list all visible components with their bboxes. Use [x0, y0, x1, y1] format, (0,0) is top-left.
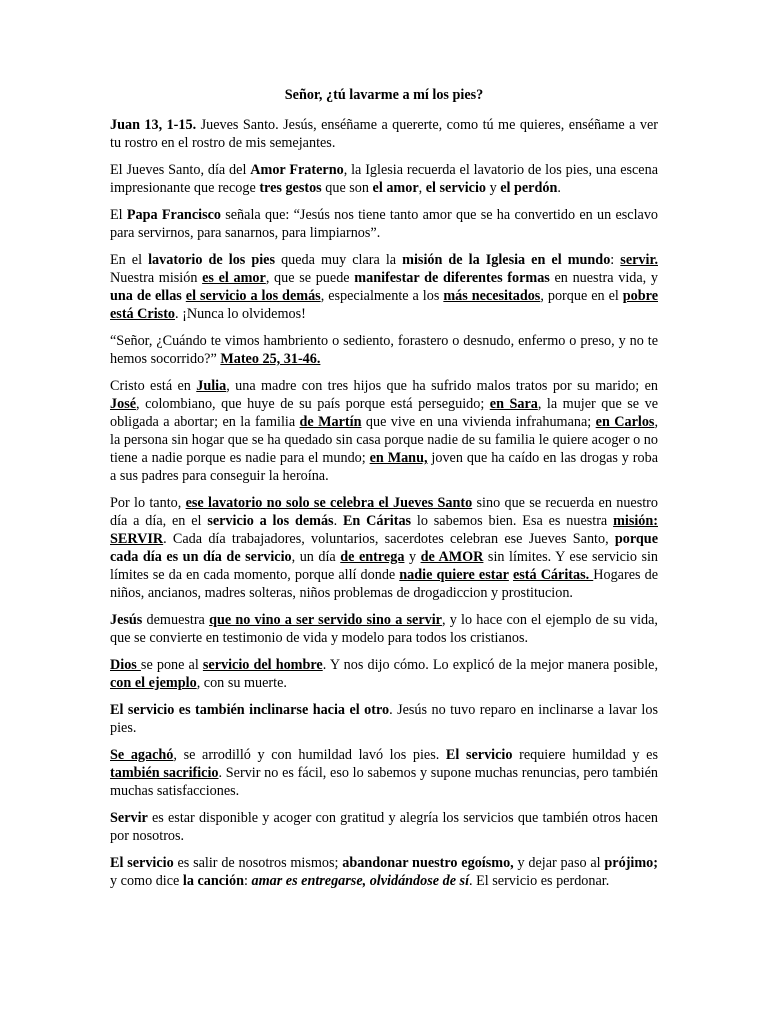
text-run: , [418, 180, 426, 196]
paragraph [110, 161, 658, 197]
text-run: y [404, 549, 421, 565]
emphasis-text: El servicio [445, 747, 513, 763]
emphasis-text: servicio a los demás [207, 513, 334, 529]
emphasis-text: manifestar de diferentes formas [354, 270, 550, 286]
emphasis-text: Se agachó [110, 747, 174, 763]
emphasis-text: Julia [196, 378, 227, 394]
paragraph [110, 656, 658, 692]
text-run: , colombiano, que huye de su país porque está perseguido; [136, 396, 490, 412]
emphasis-text: el amor [372, 180, 419, 196]
emphasis-text: de entrega [340, 549, 405, 565]
paragraph [110, 809, 658, 845]
paragraph [110, 377, 658, 485]
emphasis-text: de Martín [299, 414, 362, 430]
text-run: . Jesús no tuvo reparo en inclinarse a lavar los pies. [110, 702, 658, 736]
text-run: , la persona sin hogar que se ha quedado sin casa porque nadie de su familia le quiere acoger o no tiene a nadie porque es nadie para el mundo; [110, 414, 658, 466]
text-run: en nuestra vida, y [549, 270, 658, 286]
text-run: , se arrodilló y con humildad lavó los pies. [173, 747, 446, 763]
emphasis-text: servir. [620, 252, 658, 268]
text-run: , que se puede [265, 270, 355, 286]
emphasis-text: El servicio [110, 855, 174, 871]
text-run: lo sabemos bien. Esa es nuestra [411, 513, 614, 529]
text-run: . Servir no es fácil, eso lo sabemos y supone muchas renuncias, pero también muchas satisfacciones. [110, 765, 658, 799]
emphasis-text: servicio del hombre [202, 657, 323, 673]
emphasis-text: está Cáritas. [512, 567, 594, 583]
emphasis-text: amar es entregarse, olvidándose de sí [251, 873, 470, 889]
emphasis-text: en Carlos [595, 414, 655, 430]
text-run: se pone al [140, 657, 203, 673]
emphasis-text: nadie quiere estar [399, 567, 509, 583]
text-run: , especialmente a los [320, 288, 444, 304]
emphasis-text: Papa Francisco [126, 207, 221, 223]
text-run: , la Iglesia recuerda el lavatorio de los pies, una escena impresionante que recoge [110, 162, 658, 196]
emphasis-text: abandonar nuestro egoísmo, [342, 855, 514, 871]
text-run: . ¡Nunca lo olvidemos! [175, 306, 306, 322]
text-run: , con su muerte. [196, 675, 287, 691]
text-run: . [557, 180, 561, 196]
text-run: sin límites. Y ese servicio sin límites se da en cada momento, porque allí donde [110, 549, 659, 583]
paragraph [110, 701, 658, 737]
emphasis-text: porque cada día es un día de servicio [110, 531, 658, 565]
text-run: joven que ha caído en las drogas y roba a sus padres para conseguir la heroína. [110, 450, 658, 484]
emphasis-text: que no vino a ser servido sino a servir [209, 612, 442, 628]
text-run: , una madre con tres hijos que ha sufrido malos tratos por su marido; en [226, 378, 658, 394]
text-run: : [610, 252, 621, 268]
emphasis-text: con el ejemplo [110, 675, 197, 691]
emphasis-text: en Manu, [369, 450, 428, 466]
text-run: , porque en el [540, 288, 623, 304]
text-run: es estar disponible y acoger con gratitud y alegría los servicios que también otros hacen por nosotros. [110, 810, 658, 844]
emphasis-text: prójimo; [604, 855, 658, 871]
text-run: que son [321, 180, 373, 196]
text-run: Hogares de niños, ancianos, madres solteras, niños problemas de drogadiccion y prostitucion. [110, 567, 658, 601]
emphasis-text: también sacrificio [110, 765, 219, 781]
text-run: . El servicio es perdonar. [469, 873, 610, 889]
emphasis-text: José [110, 396, 137, 412]
text-run: Nuestra misión [110, 270, 203, 286]
text-run: que vive en una vivienda infrahumana; [361, 414, 596, 430]
text-run: sino que se recuerda en nuestro día a día, en el [110, 495, 658, 529]
emphasis-text: Dios [110, 657, 141, 673]
emphasis-text: Servir [110, 810, 148, 826]
text-run: : [243, 873, 252, 889]
emphasis-text: una de ellas [110, 288, 182, 304]
document-body [110, 86, 658, 899]
paragraph [110, 854, 658, 890]
text-run: Cristo está en [110, 378, 197, 394]
text-run: , la mujer que se ve obligada a abortar; en la familia [110, 396, 658, 430]
text-run: . Y nos dijo cómo. Lo explicó de la mejor manera posible, [322, 657, 658, 673]
emphasis-text: en Sara [489, 396, 538, 412]
paragraph [110, 116, 658, 152]
text-run: y como dice [110, 873, 183, 889]
emphasis-text: ese lavatorio no solo se celebra el Jueves Santo [185, 495, 473, 511]
document-title: Señor, ¿tú lavarme a mí los pies? [284, 87, 484, 103]
emphasis-text: misión de la Iglesia en el mundo [402, 252, 611, 268]
emphasis-text: Jesús [110, 612, 143, 628]
text-run: , y lo hace con el ejemplo de su vida, que se convierte en testimonio de vida y modelo para todos los cristianos. [110, 612, 658, 646]
text-run: “Señor, ¿Cuándo te vimos hambriento o sediento, forastero o desnudo, enfermo o preso, y no te hemos socorrido?” [110, 333, 658, 367]
emphasis-text: Juan 13, 1-15. [110, 117, 197, 133]
paragraph [110, 746, 658, 800]
text-run: queda muy clara la [275, 252, 403, 268]
text-run: En el [110, 252, 149, 268]
emphasis-text: pobre está Cristo [110, 288, 659, 322]
text-run: El Jueves Santo, día del [110, 162, 251, 178]
emphasis-text: lavatorio de los pies [148, 252, 276, 268]
text-run: Jueves Santo. Jesús, enséñame a quererte, como tú me quieres, enséñame a ver tu rostro en el rostro de mis semejantes. [110, 117, 658, 151]
emphasis-text: misión: SERVIR [110, 513, 658, 547]
emphasis-text: En Cáritas [342, 513, 412, 529]
text-run: requiere humildad y es [512, 747, 658, 763]
emphasis-text: Mateo 25, 31-46. [220, 351, 321, 367]
emphasis-text: tres gestos [259, 180, 322, 196]
emphasis-text: la canción [182, 873, 244, 889]
text-run: , un día [291, 549, 341, 565]
text-run: y dejar paso al [513, 855, 605, 871]
text-run: El [110, 207, 127, 223]
text-run: es salir de nosotros mismos; [173, 855, 343, 871]
paragraph [110, 206, 658, 242]
text-run: y [486, 180, 501, 196]
text-run: señala que: “Jesús nos tiene tanto amor que se ha convertido en un esclavo para servirnos, para sanarnos, para limpiarnos”. [110, 207, 659, 241]
paragraph [110, 494, 658, 602]
emphasis-text: es el amor [202, 270, 266, 286]
text-run: demuestra [142, 612, 210, 628]
text-run: . Cada día trabajadores, voluntarios, sacerdotes celebran ese Jueves Santo, [163, 531, 615, 547]
emphasis-text: más necesitados [443, 288, 541, 304]
emphasis-text: de AMOR [420, 549, 484, 565]
paragraph [110, 332, 658, 368]
paragraph [110, 251, 658, 323]
emphasis-text: el perdón [500, 180, 558, 196]
emphasis-text: el servicio [425, 180, 487, 196]
emphasis-text: El servicio es también inclinarse hacia el otro [110, 702, 390, 718]
text-run: Por lo tanto, [110, 495, 186, 511]
paragraph [110, 611, 658, 647]
emphasis-text: el servicio a los demás [185, 288, 321, 304]
text-run: . [333, 513, 343, 529]
emphasis-text: Amor Fraterno [250, 162, 344, 178]
